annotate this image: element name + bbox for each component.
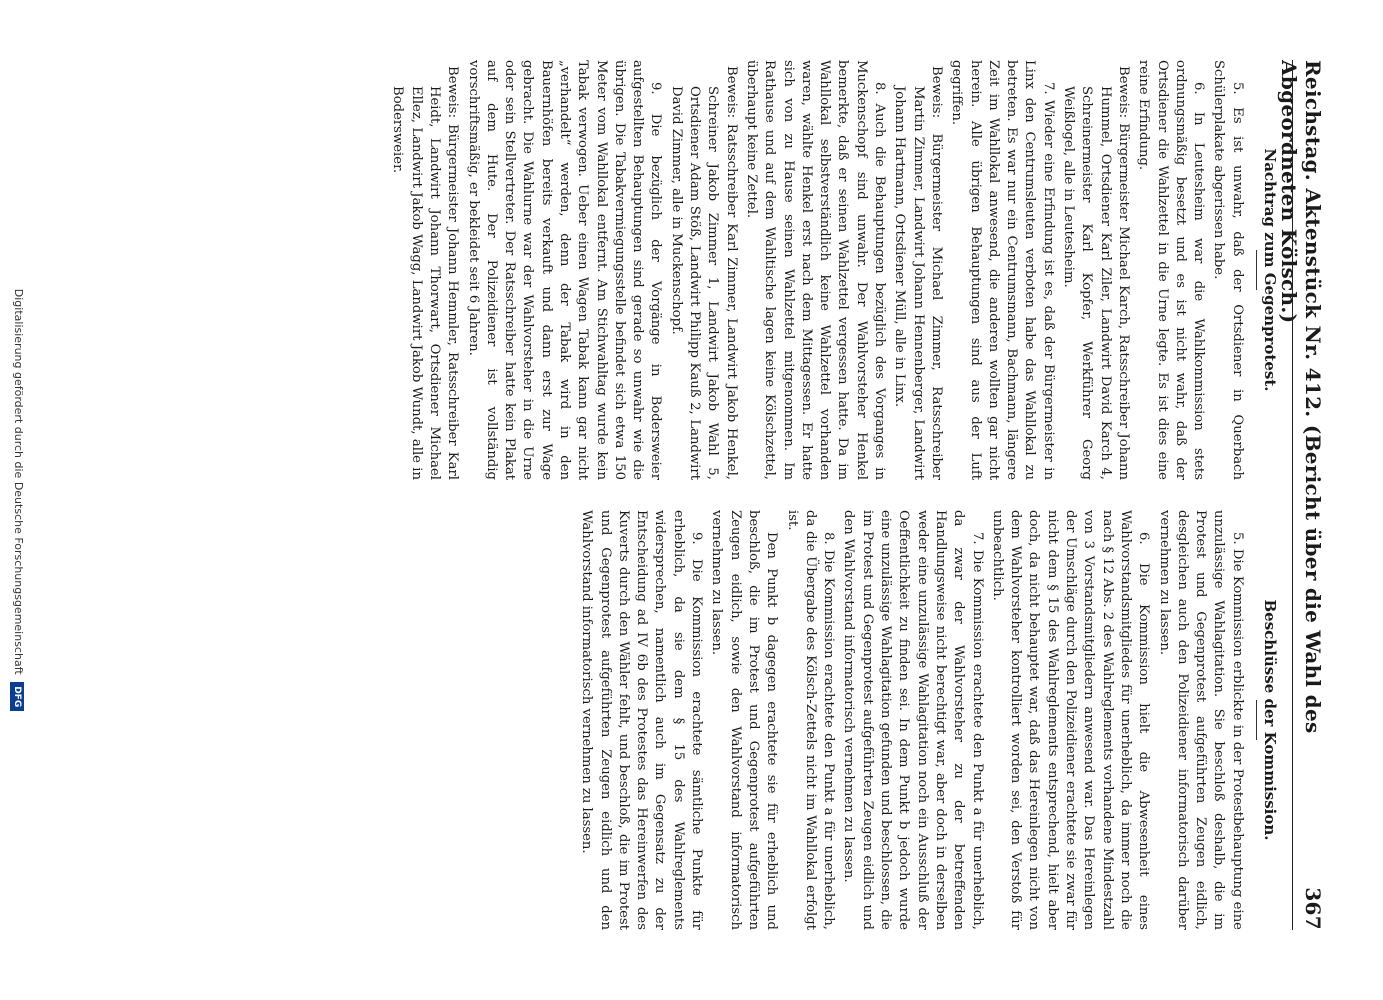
right-paragraph-7: 7. Die Kommission erachtete den Punkt a für unerheblich, da zwar der Wahlvorsteher zu der betreffenden Handlungsweise nicht berechtigt war, aber doch in derselben weder eine unzulässige Wahlagitation noch ein Ausschluß der Oeffentlichkeit zu finden sei. In dem Punkt b jedoch wurde eine unzulässige Wahlagitation gefunden und beschlossen, die im Protest und Gegenprotest aufgeführten Zeugen eidlich und den Wahlvorstand informatorisch vernehmen zu lassen. — [841, 510, 985, 930]
page-header — [1277, 60, 1325, 930]
page-title: Reichstag. Aktenstück Nr. 412. (Bericht über die Wahl des Abgeordneten Kölsch.) — [1277, 60, 1325, 734]
left-paragraph-5: 5. Es ist unwahr, daß der Ortsdiener in Querbach Schülerplakate abgerissen habe. — [1211, 60, 1245, 480]
left-paragraph-8: 8. Auch die Behauptungen bezüglich des Vorganges in Muckenschopf sind unwahr. Der Wahlvorsteher Henkel bemerkte, daß er seinen Wahlzettel vergessen hatte. Da im Wahllokal selbstverständlich keine Wahlzettel vorhanden waren, wählte Henkel erst nach dem Mittagessen. Er hatte sich von zu Hause seinen Wahlzettel mitgenommen. Im Rathause und auf dem Wahltische lagen keine Kölschzettel, überhaupt keine Zettel. — [743, 60, 888, 480]
right-paragraph-8a: 8. Die Kommission erachtete den Punkt a für unerheblich, da die Übergabe des Kölsch-Zettels nicht im Wahllokal erfolgt ist. — [784, 510, 837, 930]
right-heading: Beschlüsse der Kommission. — [1256, 510, 1279, 930]
right-paragraph-6: 6. Die Kommission hielt die Abwesenheit eines Wahlvorstandsmitgliedes für unerheblich, da immer noch die nach § 12 Abs. 2 des Wahlreglements vorhandene Mindestzahl von 3 Vorstandsmitgliedern anwesend war. Das Hereinlegen der Umschläge durch den Polizeidiener erachtete sie zwar für nicht dem § 15 des Wahlreglements entsprechend, hielt aber doch, da nicht behauptet war, daß das Hereinlegen nicht von dem Wahlvorsteher kontrolliert worden sei, den Verstoß für unbeachtlich. — [989, 510, 1152, 930]
left-paragraph-7: 7. Wieder eine Erfindung ist es, daß der Bürgermeister in Linx den Centrumsleuten verboten habe das Wahllokal zu betreten. Es war nur ein Centrumsmann, Bachmann, längere Zeit im Wahllokal anwesend, die anderen wollten gar nicht herein. Alle übrigen Behauptungen sind aus der Luft gegriffen. — [949, 60, 1056, 480]
right-paragraph-9: 9. Die Kommission erachtete sämtliche Punkte für erheblich, da sie dem § 15 des Wahlreglements widersprechen, namentlich auch im Gegensatz zu der Entscheidung ad IV 6b des Protestes das Hereinwerfen des Kuverts durch den Wähler fehlt, und beschloß, die im Protest und Gegenprotest aufgeführten Zeugen eidlich und den Wahlvorstand informatorisch vernehmen zu lassen. — [579, 510, 705, 930]
digitization-credit — [10, 0, 25, 1000]
dfg-logo: DFG — [10, 682, 24, 711]
left-proof-6: Beweis: Bürgermeister Michael Karch, Ratsschreiber Johann Hummel, Ortsdiener Karl Ziler, Landwirt David Karch 4, Schreinermeister Karl Kopfer, Werkführer Georg Weißlogel, alle in Leutesheim. — [1061, 66, 1131, 480]
left-proof-8: Beweis: Ratsschreiber Karl Zimmer, Landwirt Jakob Henkel, Schreiner Jakob Zimmer 1, Landwirt Jakob Wahl 5, Ortsdiener Adam Stöß, Landwirt Philipp Kauß 2, Landwirt David Zimmer, alle in Muckenschopf. — [668, 66, 739, 480]
credit-text: Digitalisierung gefördert durch die Deutsche Forschungsgemeinschaft — [12, 288, 25, 675]
right-paragraph-8b: Den Punkt b dagegen erachtete sie für erheblich und beschloß, die im Protest und Gegenprotest aufgeführten Zeugen eidlich, sowie den Wahlvorstand informatorisch vernehmen zu lassen. — [709, 510, 780, 930]
left-column — [386, 60, 1283, 480]
left-paragraph-9: 9. Die bezüglich der Vorgänge in Bodersweier aufgestellten Behauptungen sind gerade so unwahr wie die übrigen. Die Tabakvermiegungsstelle befindet sich etwa 150 Meter vom Wahllokal entfernt. Am Stichwahltag wurde kein Tabak verwogen. Ueber einen Wagen Tabak kann gar nicht „verhandelt“ werden, denn der Tabak wird in den Bauernhöfen bereits verkauft und dann erst zur Wage gebracht. Die Wahlurne war der Wahlvorsteher in die Urne oder sein Stellvertreter. Der Ratsschreiber hatte kein Plakat auf dem Hute. Der Polizeidiener ist vollständig vorschriftsmäßig, er bekleidet seit 6 Jahren. — [465, 60, 664, 480]
left-proof-9: Beweis: Bürgermeister Johann Hemmler, Ratsschreiber Karl Heidt, Landwirt Johann Thorwart, Ortsdiener Michael Ellez, Landwirt Jakob Wagg, Landwirt Jakob Wundt, alle in Bodersweier. — [390, 66, 461, 480]
header-rule — [1292, 60, 1293, 930]
right-paragraph-5: 5. Die Kommission erblickte in der Protestbehauptung eine unzulässige Wahlagitation. Sie beschloß deshalb, die im Protest und Gegenprotest aufgeführten Zeugen eidlich, desgleichen auch den Polizeidiener informatorisch darüber vernehmen zu lassen. — [1156, 510, 1245, 930]
page-number: 367 — [1301, 887, 1325, 930]
right-column — [575, 510, 1283, 930]
left-paragraph-6: 6. In Leutesheim war die Wahlkommission stets ordnungsmäßig besetzt und es ist nicht wahr, daß der Ortsdiener die Wahlzettel in die Urne legte. Es ist dies eine reine Erfindung. — [1136, 60, 1207, 480]
left-heading: Nachtrag zum Gegenprotest. — [1256, 60, 1279, 480]
left-proof-7: Beweis: Bürgermeister Michael Zimmer, Ratsschreiber Martin Zimmer, Landwirt Johann Hennenberger, Landwirt Johann Hartmann, Ortsdiener Müll, alle in Linx. — [892, 66, 944, 480]
